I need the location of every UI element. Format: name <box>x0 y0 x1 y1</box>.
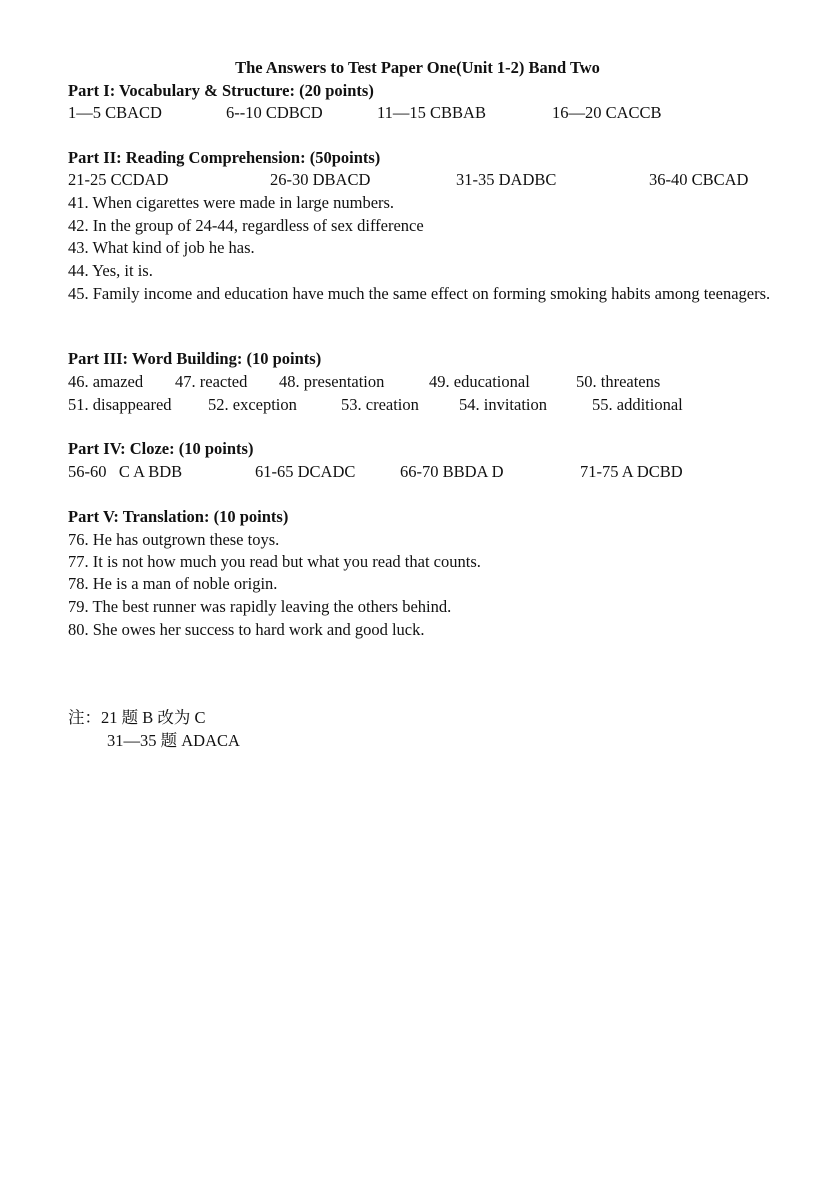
part1-heading: Part I: Vocabulary & Structure: (20 points) <box>68 81 374 100</box>
part5-heading: Part V: Translation: (10 points) <box>68 507 289 526</box>
answer-group: 1—5 CBACD <box>68 103 162 122</box>
part3-heading: Part III: Word Building: (10 points) <box>68 349 322 368</box>
part2-heading: Part II: Reading Comprehension: (50points) <box>68 148 381 167</box>
translation-line: 79. The best runner was rapidly leaving the others behind. <box>68 597 452 616</box>
answer-group: 26-30 DBACD <box>270 170 371 189</box>
translation-line: 78. He is a man of noble origin. <box>68 574 278 593</box>
answer-line: 41. When cigarettes were made in large numbers. <box>68 193 395 212</box>
word-answer: 52. exception <box>208 395 297 414</box>
word-answer: 46. amazed <box>68 372 144 391</box>
answer-group: 21-25 CCDAD <box>68 170 169 189</box>
translation-line: 77. It is not how much you read but what you read that counts. <box>68 552 481 571</box>
word-answer: 50. threatens <box>576 372 661 391</box>
translation-line: 76. He has outgrown these toys. <box>68 530 280 549</box>
word-answer: 54. invitation <box>459 395 547 414</box>
word-answer: 53. creation <box>341 395 419 414</box>
answer-line: 44. Yes, it is. <box>68 261 153 280</box>
answer-group: 16—20 CACCB <box>552 103 662 122</box>
correction-note: 注：21 题 B 改为 C <box>68 708 206 727</box>
word-answer: 48. presentation <box>279 372 385 391</box>
word-answer: 47. reacted <box>175 372 248 391</box>
page-title: The Answers to Test Paper One(Unit 1-2) Band Two <box>235 58 600 77</box>
word-answer: 51. disappeared <box>68 395 172 414</box>
answer-group: 31-35 DADBC <box>456 170 557 189</box>
answer-group: 71-75 A DCBD <box>580 462 683 481</box>
translation-line: 80. She owes her success to hard work and good luck. <box>68 620 425 639</box>
correction-note: 31—35 题 ADACA <box>107 731 240 750</box>
answer-paragraph: 45. Family income and education have much the same effect on forming smoking habits among teenagers. <box>68 284 771 303</box>
answer-line: 42. In the group of 24-44, regardless of sex difference <box>68 216 424 235</box>
answer-group: 56-60 C A BDB <box>68 462 183 481</box>
answer-group: 36-40 CBCAD <box>649 170 749 189</box>
answer-group: 61-65 DCADC <box>255 462 356 481</box>
answer-group: 11—15 CBBAB <box>377 103 486 122</box>
answer-group: 6--10 CDBCD <box>226 103 323 122</box>
part4-heading: Part IV: Cloze: (10 points) <box>68 439 254 458</box>
answer-line: 43. What kind of job he has. <box>68 238 255 257</box>
word-answer: 55. additional <box>592 395 683 414</box>
answer-group: 66-70 BBDA D <box>400 462 504 481</box>
word-answer: 49. educational <box>429 372 530 391</box>
